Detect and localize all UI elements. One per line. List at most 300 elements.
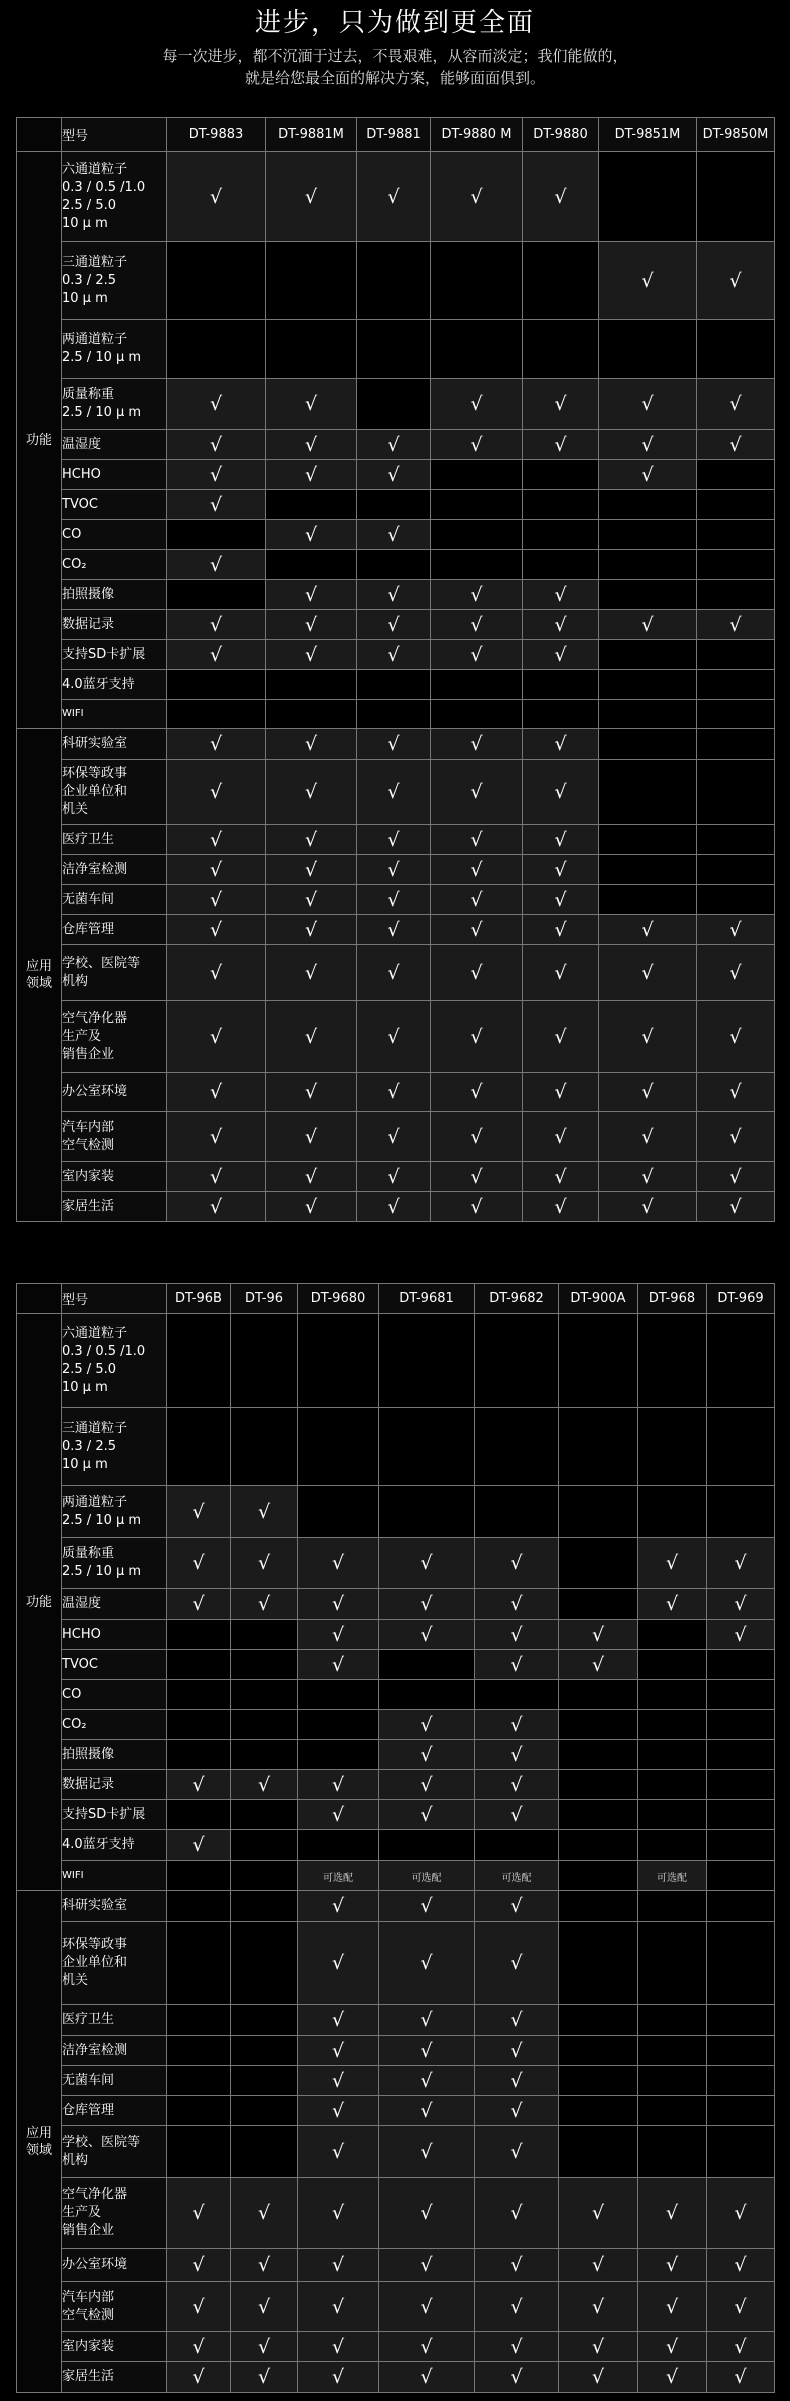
feature-label: 质量称重 2.5 / 10 μ m [62, 379, 167, 430]
feature-label: CO₂ [62, 1710, 167, 1740]
table-row [17, 152, 775, 242]
cell-t1-c0-r0-m5 [599, 152, 697, 242]
cell-t2-c1-r8-m5 [559, 2249, 638, 2282]
cell-t1-c1-r6-m3 [431, 945, 523, 1001]
cell-t1-c0-r11-m2 [357, 640, 431, 670]
cell-t2-c1-r2-m5 [559, 2005, 638, 2036]
check-icon: √ [304, 858, 318, 881]
check-icon: √ [591, 2295, 605, 2318]
cell-t1-c0-r4-m6 [697, 430, 775, 460]
table-row [17, 945, 775, 1001]
cell-t2-c0-r2-m0 [167, 1486, 231, 1538]
cell-t1-c0-r7-m1 [266, 520, 357, 550]
cell-t1-c1-r1-m0 [167, 760, 266, 825]
check-icon: √ [554, 583, 567, 606]
cell-t2-c0-r13-m5 [559, 1861, 638, 1891]
header-row [17, 118, 775, 152]
feature-label: HCHO [62, 460, 167, 490]
table-row [17, 2178, 775, 2249]
table-row [17, 520, 775, 550]
check-icon: √ [420, 2039, 433, 2062]
check-icon: √ [420, 1895, 433, 1917]
check-icon: √ [304, 185, 318, 208]
cell-t2-c1-r2-m2 [298, 2005, 379, 2036]
cell-t2-c0-r2-m1 [231, 1486, 298, 1538]
feature-label: CO₂ [62, 550, 167, 580]
check-icon: √ [209, 643, 223, 666]
feature-label: 环保等政事 企业单位和 机关 [62, 760, 167, 825]
cell-t2-c0-r7-m5 [559, 1680, 638, 1710]
cell-t2-c1-r4-m5 [559, 2066, 638, 2096]
cell-t2-c0-r10-m4 [475, 1770, 559, 1800]
check-icon: √ [470, 1165, 483, 1188]
check-icon: √ [387, 1025, 400, 1048]
check-icon: √ [734, 2295, 747, 2318]
check-icon: √ [257, 1552, 271, 1574]
cell-t1-c1-r5-m3 [431, 915, 523, 945]
check-icon: √ [331, 2069, 345, 2092]
table-row [17, 610, 775, 640]
check-icon: √ [192, 1593, 205, 1615]
cell-t1-c1-r2-m5 [599, 825, 697, 855]
cell-t1-c0-r12-m0 [167, 670, 266, 700]
cell-t1-c0-r13-m2 [357, 700, 431, 729]
cell-t1-c1-r5-m4 [523, 915, 599, 945]
table-row [17, 1800, 775, 1830]
cell-t1-c1-r4-m0 [167, 885, 266, 915]
cell-t1-c0-r4-m4 [523, 430, 599, 460]
check-icon: √ [304, 733, 318, 755]
cell-t2-c0-r8-m2 [298, 1710, 379, 1740]
cell-t1-c0-r7-m6 [697, 520, 775, 550]
cell-t1-c1-r9-m0 [167, 1112, 266, 1162]
cell-t2-c1-r0-m4 [475, 1891, 559, 1922]
cell-t1-c0-r3-m4 [523, 379, 599, 430]
cell-t2-c1-r1-m7 [707, 1922, 775, 2005]
cell-t2-c1-r5-m2 [298, 2096, 379, 2126]
cell-t1-c0-r1-m5 [599, 242, 697, 320]
table-row [17, 2282, 775, 2332]
check-icon: √ [387, 523, 400, 546]
cell-t1-c1-r3-m6 [697, 855, 775, 885]
check-icon: √ [420, 1803, 433, 1826]
cell-t2-c1-r0-m5 [559, 1891, 638, 1922]
cell-t2-c0-r11-m2 [298, 1800, 379, 1830]
cell-t1-c0-r9-m2 [357, 580, 431, 610]
check-icon: √ [192, 2366, 205, 2388]
cell-t2-c0-r8-m7 [707, 1710, 775, 1740]
cell-t2-c1-r11-m4 [475, 2362, 559, 2393]
cell-t1-c0-r6-m1 [266, 490, 357, 520]
cell-t2-c0-r13-m0 [167, 1861, 231, 1891]
category-label: 应用 领域 [17, 729, 62, 1222]
check-icon: √ [554, 781, 567, 803]
cell-t1-c0-r8-m2 [357, 550, 431, 580]
cell-t2-c0-r7-m1 [231, 1680, 298, 1710]
check-icon: √ [470, 733, 483, 755]
subtitle-line-2: 就是给您最全面的解决方案，能够面面俱到。 [244, 69, 545, 87]
cell-t1-c0-r8-m1 [266, 550, 357, 580]
check-icon: √ [510, 1593, 523, 1615]
feature-label: 两通道粒子 2.5 / 10 μ m [62, 320, 167, 379]
cell-t2-c1-r5-m5 [559, 2096, 638, 2126]
check-icon: √ [510, 1952, 523, 1974]
cell-t1-c1-r3-m1 [266, 855, 357, 885]
cell-t2-c1-r9-m6 [638, 2282, 707, 2332]
cell-t2-c1-r10-m2 [298, 2332, 379, 2362]
check-icon: √ [304, 583, 318, 606]
cell-t1-c1-r8-m5 [599, 1073, 697, 1112]
check-icon: √ [554, 643, 567, 666]
check-icon: √ [209, 918, 223, 941]
cell-t2-c1-r5-m3 [379, 2096, 475, 2126]
cell-t2-c0-r8-m6 [638, 1710, 707, 1740]
cell-t2-c1-r4-m6 [638, 2066, 707, 2096]
cell-t1-c0-r8-m3 [431, 550, 523, 580]
header-row [17, 1284, 775, 1314]
check-icon: √ [387, 888, 400, 911]
cell-t1-c1-r9-m1 [266, 1112, 357, 1162]
check-icon: √ [591, 2202, 605, 2224]
cell-t2-c0-r4-m3 [379, 1589, 475, 1620]
cell-t2-c0-r3-m6 [638, 1538, 707, 1589]
check-icon: √ [331, 1952, 345, 1974]
cell-t2-c0-r0-m4 [475, 1314, 559, 1408]
check-icon: √ [387, 1125, 400, 1148]
cell-t2-c0-r12-m2 [298, 1830, 379, 1861]
cell-t2-c0-r2-m3 [379, 1486, 475, 1538]
cell-t2-c1-r5-m1 [231, 2096, 298, 2126]
check-icon: √ [420, 2202, 433, 2224]
cell-t2-c0-r5-m2 [298, 1620, 379, 1650]
feature-label: CO [62, 520, 167, 550]
check-icon: √ [304, 1195, 318, 1218]
cell-t2-c1-r7-m0 [167, 2178, 231, 2249]
cell-t2-c0-r7-m2 [298, 1680, 379, 1710]
cell-t2-c0-r12-m5 [559, 1830, 638, 1861]
cell-t1-c0-r10-m6 [697, 610, 775, 640]
feature-label: 三通道粒子 0.3 / 2.5 10 μ m [62, 242, 167, 320]
check-icon: √ [554, 961, 567, 984]
cell-t2-c1-r11-m7 [707, 2362, 775, 2393]
cell-t1-c0-r2-m2 [357, 320, 431, 379]
cell-t2-c0-r13-m4 [475, 1861, 559, 1891]
cell-t1-c0-r3-m0 [167, 379, 266, 430]
check-icon: √ [387, 433, 400, 456]
cell-t2-c1-r9-m1 [231, 2282, 298, 2332]
cell-t2-c0-r0-m7 [707, 1314, 775, 1408]
feature-label: CO [62, 1680, 167, 1710]
cell-t2-c0-r12-m0 [167, 1830, 231, 1861]
cell-t2-c1-r6-m6 [638, 2126, 707, 2178]
cell-t2-c0-r2-m6 [638, 1486, 707, 1538]
feature-label: 支持SD卡扩展 [62, 640, 167, 670]
cell-t1-c1-r3-m3 [431, 855, 523, 885]
check-icon: √ [387, 613, 400, 636]
cell-t1-c1-r0-m3 [431, 729, 523, 760]
cell-t1-c1-r8-m3 [431, 1073, 523, 1112]
cell-t1-c1-r3-m0 [167, 855, 266, 885]
cell-t2-c1-r6-m3 [379, 2126, 475, 2178]
cell-t1-c0-r7-m2 [357, 520, 431, 550]
cell-t1-c0-r5-m3 [431, 460, 523, 490]
check-icon: √ [420, 1623, 433, 1646]
spec-table-1 [16, 117, 775, 1222]
cell-t2-c0-r11-m3 [379, 1800, 475, 1830]
cell-t2-c0-r7-m6 [638, 1680, 707, 1710]
check-icon: √ [257, 2202, 271, 2224]
table-row [17, 700, 775, 729]
check-icon: √ [331, 2140, 345, 2163]
cell-t1-c1-r8-m4 [523, 1073, 599, 1112]
cell-t1-c1-r11-m6 [697, 1192, 775, 1222]
cell-t1-c0-r13-m5 [599, 700, 697, 729]
cell-t2-c1-r4-m1 [231, 2066, 298, 2096]
check-icon: √ [665, 1552, 679, 1574]
cell-t2-c0-r13-m7 [707, 1861, 775, 1891]
table-row [17, 670, 775, 700]
table-row [17, 1740, 775, 1770]
cell-t1-c1-r1-m2 [357, 760, 431, 825]
cell-t2-c1-r9-m7 [707, 2282, 775, 2332]
cell-t1-c1-r7-m4 [523, 1001, 599, 1073]
cell-t2-c1-r6-m2 [298, 2126, 379, 2178]
check-icon: √ [304, 1165, 318, 1188]
cell-t1-c0-r10-m3 [431, 610, 523, 640]
table-row [17, 915, 775, 945]
cell-t1-c1-r4-m5 [599, 885, 697, 915]
cell-t1-c0-r3-m3 [431, 379, 523, 430]
cell-t2-c0-r5-m6 [638, 1620, 707, 1650]
cell-t1-c0-r10-m2 [357, 610, 431, 640]
cell-t2-c0-r10-m2 [298, 1770, 379, 1800]
check-icon: √ [510, 2140, 523, 2163]
check-icon: √ [331, 1623, 345, 1646]
optional-label: 可选配 [501, 1873, 532, 1884]
cell-t2-c0-r7-m7 [707, 1680, 775, 1710]
check-icon: √ [510, 2254, 523, 2276]
cell-t2-c0-r6-m6 [638, 1650, 707, 1680]
cell-t2-c0-r5-m0 [167, 1620, 231, 1650]
cell-t2-c0-r10-m3 [379, 1770, 475, 1800]
feature-label: 4.0蓝牙支持 [62, 1830, 167, 1861]
cell-t2-c0-r12-m1 [231, 1830, 298, 1861]
check-icon: √ [554, 1025, 567, 1048]
check-icon: √ [641, 393, 654, 415]
model-header: DT-9881 [357, 118, 431, 152]
cell-t2-c1-r0-m3 [379, 1891, 475, 1922]
cell-t1-c1-r7-m5 [599, 1001, 697, 1073]
cell-t1-c0-r6-m3 [431, 490, 523, 520]
feature-label: 仓库管理 [62, 2096, 167, 2126]
cell-t1-c1-r7-m6 [697, 1001, 775, 1073]
feature-label: 拍照摄像 [62, 580, 167, 610]
cell-t1-c1-r4-m2 [357, 885, 431, 915]
check-icon: √ [665, 1593, 679, 1615]
check-icon: √ [641, 1025, 654, 1048]
check-icon: √ [470, 433, 483, 456]
cell-t1-c1-r5-m6 [697, 915, 775, 945]
optional-label: 可选配 [657, 1873, 687, 1884]
check-icon: √ [734, 2202, 747, 2224]
cell-t2-c0-r11-m0 [167, 1800, 231, 1830]
cell-t2-c1-r9-m4 [475, 2282, 559, 2332]
feature-label: TVOC [62, 1650, 167, 1680]
table-row [17, 1408, 775, 1486]
cell-t2-c1-r11-m2 [298, 2362, 379, 2393]
cell-t1-c0-r3-m2 [357, 379, 431, 430]
cell-t2-c1-r2-m4 [475, 2005, 559, 2036]
model-header: DT-9681 [379, 1284, 475, 1314]
cell-t2-c1-r4-m3 [379, 2066, 475, 2096]
cell-t2-c1-r10-m5 [559, 2332, 638, 2362]
cell-t1-c0-r4-m1 [266, 430, 357, 460]
check-icon: √ [387, 733, 400, 755]
cell-t2-c1-r7-m7 [707, 2178, 775, 2249]
cell-t2-c0-r2-m5 [559, 1486, 638, 1538]
cell-t2-c0-r8-m3 [379, 1710, 475, 1740]
cell-t2-c0-r9-m2 [298, 1740, 379, 1770]
feature-label: 室内家装 [62, 2332, 167, 2362]
cell-t2-c0-r10-m5 [559, 1770, 638, 1800]
cell-t2-c0-r3-m1 [231, 1538, 298, 1589]
cell-t2-c0-r6-m2 [298, 1650, 379, 1680]
cell-t2-c0-r6-m5 [559, 1650, 638, 1680]
check-icon: √ [331, 1895, 345, 1917]
check-icon: √ [470, 858, 483, 881]
cell-t1-c0-r13-m4 [523, 700, 599, 729]
check-icon: √ [387, 918, 400, 941]
check-icon: √ [304, 781, 318, 803]
check-icon: √ [192, 1773, 205, 1796]
cell-t1-c1-r7-m1 [266, 1001, 357, 1073]
cell-t1-c0-r2-m3 [431, 320, 523, 379]
feature-label: 4.0蓝牙支持 [62, 670, 167, 700]
check-icon: √ [510, 1743, 523, 1766]
check-icon: √ [331, 2099, 345, 2122]
check-icon: √ [665, 2254, 679, 2276]
cell-t2-c1-r7-m3 [379, 2178, 475, 2249]
check-icon: √ [331, 2009, 345, 2031]
cell-t2-c0-r4-m4 [475, 1589, 559, 1620]
cell-t2-c0-r3-m0 [167, 1538, 231, 1589]
check-icon: √ [420, 2254, 433, 2276]
cell-t2-c1-r8-m3 [379, 2249, 475, 2282]
check-icon: √ [209, 1195, 223, 1218]
cell-t2-c0-r9-m3 [379, 1740, 475, 1770]
cell-t2-c1-r11-m6 [638, 2362, 707, 2393]
cell-t1-c0-r6-m5 [599, 490, 697, 520]
check-icon: √ [470, 613, 483, 636]
check-icon: √ [554, 918, 567, 941]
cell-t1-c0-r3-m5 [599, 379, 697, 430]
cell-t2-c0-r8-m1 [231, 1710, 298, 1740]
table-row [17, 550, 775, 580]
cell-t1-c0-r9-m5 [599, 580, 697, 610]
check-icon: √ [387, 463, 400, 486]
check-icon: √ [729, 1125, 742, 1148]
cell-t1-c0-r11-m3 [431, 640, 523, 670]
model-header: DT-9850M [697, 118, 775, 152]
check-icon: √ [470, 583, 483, 606]
cell-t1-c1-r0-m6 [697, 729, 775, 760]
check-icon: √ [665, 2335, 679, 2358]
check-icon: √ [331, 1552, 345, 1574]
cell-t1-c0-r2-m5 [599, 320, 697, 379]
check-icon: √ [209, 733, 223, 755]
table-row [17, 242, 775, 320]
check-icon: √ [734, 2335, 747, 2358]
cell-t2-c1-r9-m3 [379, 2282, 475, 2332]
check-icon: √ [554, 858, 567, 881]
check-icon: √ [470, 393, 483, 415]
optional-label: 可选配 [323, 1873, 353, 1884]
cell-t2-c1-r1-m3 [379, 1922, 475, 2005]
cell-t1-c0-r6-m4 [523, 490, 599, 520]
cell-t2-c1-r10-m0 [167, 2332, 231, 2362]
cell-t1-c0-r12-m1 [266, 670, 357, 700]
check-icon: √ [734, 2254, 747, 2276]
cell-t2-c1-r8-m4 [475, 2249, 559, 2282]
cell-t1-c1-r10-m6 [697, 1162, 775, 1192]
cell-t1-c0-r8-m5 [599, 550, 697, 580]
check-icon: √ [510, 2039, 523, 2062]
check-icon: √ [192, 2202, 205, 2224]
check-icon: √ [209, 185, 223, 208]
cell-t1-c0-r7-m0 [167, 520, 266, 550]
cell-t1-c0-r9-m1 [266, 580, 357, 610]
cell-t1-c0-r9-m3 [431, 580, 523, 610]
cell-t1-c0-r2-m1 [266, 320, 357, 379]
cell-t2-c1-r7-m5 [559, 2178, 638, 2249]
check-icon: √ [734, 1593, 747, 1615]
check-icon: √ [420, 1552, 433, 1574]
cell-t2-c1-r5-m0 [167, 2096, 231, 2126]
check-icon: √ [387, 583, 400, 606]
cell-t2-c0-r0-m6 [638, 1314, 707, 1408]
cell-t1-c0-r11-m1 [266, 640, 357, 670]
check-icon: √ [387, 643, 400, 666]
table-row [17, 1314, 775, 1408]
cell-t2-c0-r11-m6 [638, 1800, 707, 1830]
check-icon: √ [420, 2140, 433, 2163]
check-icon: √ [510, 2069, 523, 2092]
check-icon: √ [209, 393, 223, 415]
check-icon: √ [304, 643, 318, 666]
check-icon: √ [304, 433, 318, 456]
cell-t2-c0-r9-m5 [559, 1740, 638, 1770]
cell-t1-c1-r0-m2 [357, 729, 431, 760]
cell-t1-c0-r6-m0 [167, 490, 266, 520]
cell-t2-c0-r10-m1 [231, 1770, 298, 1800]
cell-t2-c1-r11-m1 [231, 2362, 298, 2393]
cell-t1-c0-r1-m3 [431, 242, 523, 320]
check-icon: √ [387, 781, 400, 803]
cell-t2-c0-r6-m1 [231, 1650, 298, 1680]
cell-t1-c0-r1-m1 [266, 242, 357, 320]
table-row [17, 2126, 775, 2178]
cell-t1-c1-r11-m5 [599, 1192, 697, 1222]
cell-t2-c0-r3-m4 [475, 1538, 559, 1589]
check-icon: √ [209, 781, 223, 803]
cell-t2-c0-r2-m7 [707, 1486, 775, 1538]
cell-t1-c0-r11-m4 [523, 640, 599, 670]
model-header: DT-9883 [167, 118, 266, 152]
feature-label: 温湿度 [62, 1589, 167, 1620]
cell-t1-c0-r9-m0 [167, 580, 266, 610]
cell-t2-c0-r9-m0 [167, 1740, 231, 1770]
cell-t1-c1-r2-m3 [431, 825, 523, 855]
